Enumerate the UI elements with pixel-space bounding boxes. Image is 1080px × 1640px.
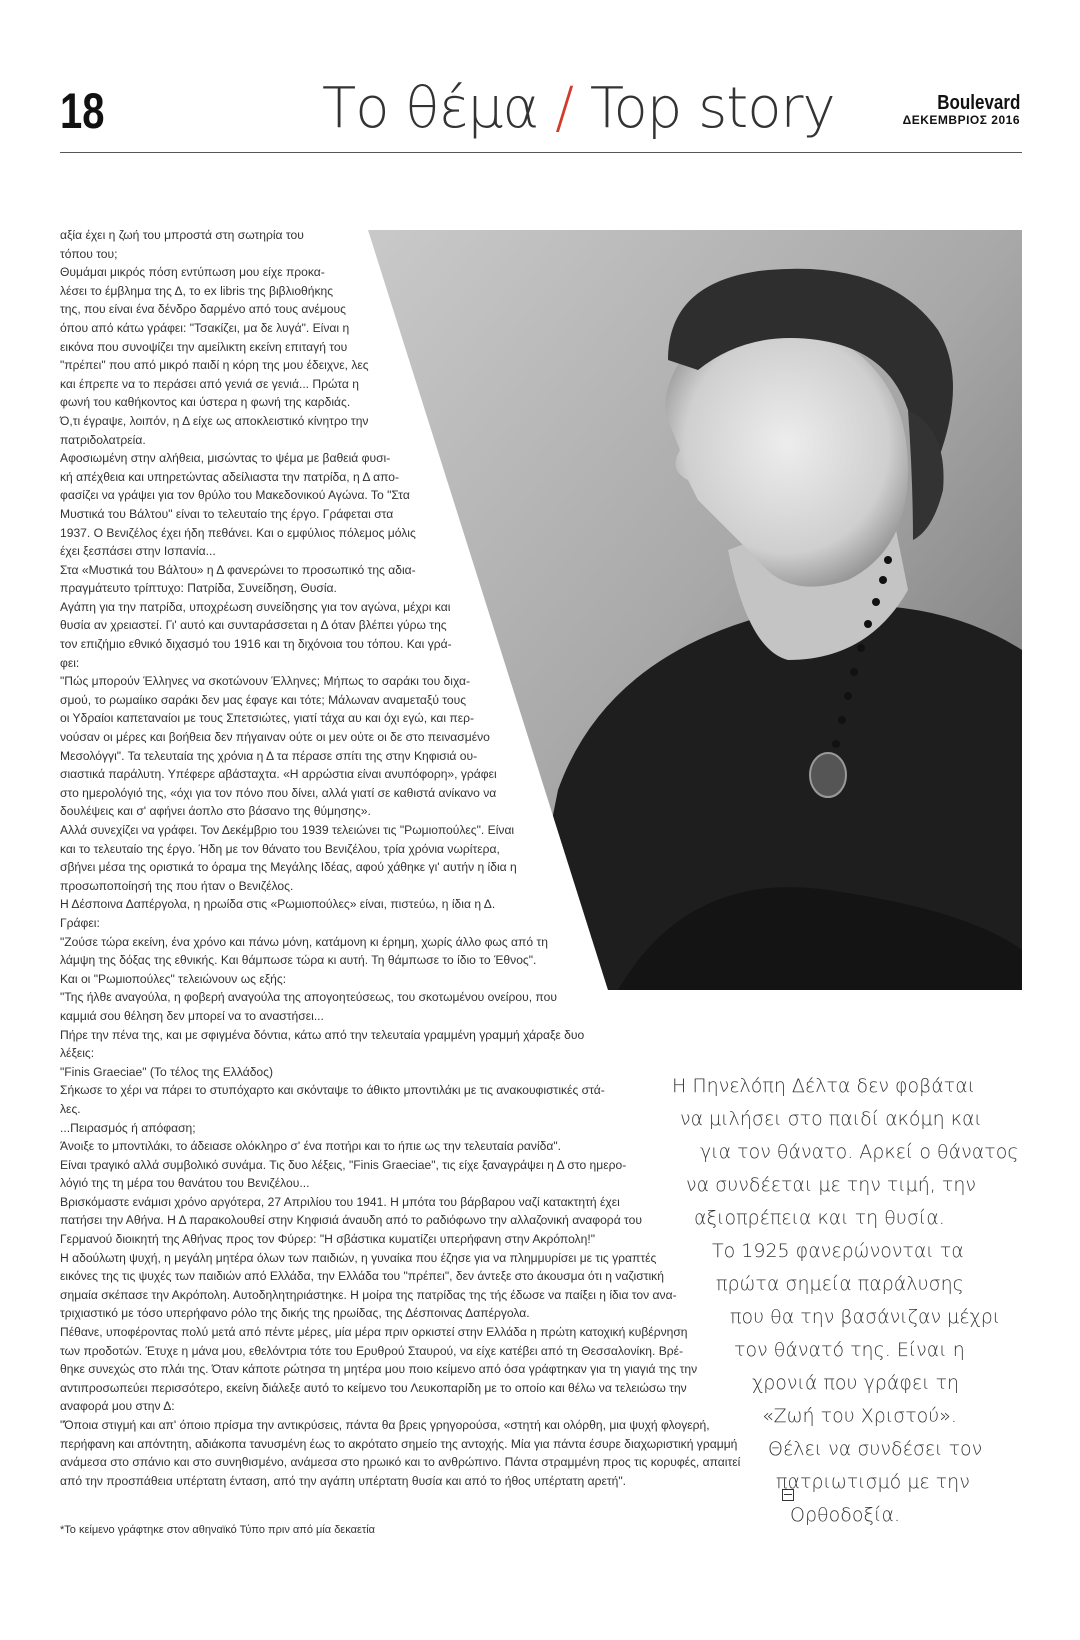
article-line: αναφορά μου στην Δ: bbox=[60, 1399, 175, 1414]
article-line: προσωποποίησή της που ήταν ο Βενιζέλος. bbox=[60, 878, 294, 893]
page-header bbox=[60, 76, 1020, 152]
article-line: θυσία αν χρειαστεί. Γι' αυτό και συνταράσσεται η Δ όταν βλέπει γύρω της bbox=[60, 618, 447, 633]
article-line: Αγάπη για την πατρίδα, υποχρέωση συνείδησης για τον αγώνα, μέχρι και bbox=[60, 599, 451, 614]
article-line: πατήσει την Αθήνα. Η Δ παρακολουθεί στην Κηφισιά άναυδη από το ραδιόφωνο την αλλαζονική αναφορά του bbox=[60, 1213, 642, 1228]
article-line: όπου από κάτω γράφει: "Τσακίζει, μα δε λυγά". Είναι η bbox=[60, 320, 350, 335]
article-line: Μεσολόγγι". Τα τελευταία της χρόνια η Δ τα πέρασε σπίτι της στην Κηφισιά ου- bbox=[60, 748, 478, 763]
footnote: *Το κείμενο γράφτηκε στον αθηναϊκό Τύπο πριν από μία δεκαετία bbox=[60, 1524, 375, 1536]
article-line: Πήρε την πένα της, και με σφιγμένα δόντια, κάτω από την τελευταία γραμμένη γραμμή χάραξε δυο bbox=[60, 1027, 585, 1042]
pull-quote-line: για τον θάνατο. Αρκεί ο θάνατος bbox=[700, 1141, 1019, 1163]
magazine-brand bbox=[903, 92, 1020, 127]
article-line: "πρέπει" που από μικρό παιδί η κόρη της μου έδειχνε, λες bbox=[60, 358, 369, 373]
article-line: Θυμάμαι μικρός πόση εντύπωση μου είχε προκα- bbox=[60, 265, 325, 280]
article-line: φασίζει να γράψει για τον θρύλο του Μακεδονικού Αγώνα. Το "Στα bbox=[60, 488, 410, 503]
article-line: Αφοσιωμένη στην αλήθεια, μισώντας το ψέμα με βαθειά φυσι- bbox=[60, 451, 391, 466]
article-line: 1937. Ο Βενιζέλος έχει ήδη πεθάνει. Και ο εμφύλιος πόλεμος μόλις bbox=[60, 525, 416, 540]
article-line: εικόνα που συνοψίζει την αμείλικτη εκείνη επιταγή του bbox=[60, 339, 348, 354]
brand-name: Boulevard bbox=[936, 92, 1020, 114]
article-line: των προδοτών. Έτυχε η μάνα μου, εθελόντρια τότε του Ερυθρού Σταυρού, να είχε κατέβει από τη Θεσσαλονίκη. Βρέ- bbox=[60, 1343, 684, 1358]
pull-quote-line: πατριωτισμό με την bbox=[776, 1471, 970, 1493]
article-line: και έπρεπε να το περάσει από γενιά σε γενιά... Πρώτα η bbox=[60, 376, 359, 391]
page-number: 18 bbox=[60, 83, 105, 139]
article-end-mark bbox=[782, 1489, 794, 1501]
article-line: Πέθανε, υποφέροντας πολύ μετά από πέντε μέρες, μία μέρα πριν ορκιστεί στην Ελλάδα η πρώτη κατοχική κυβέρνηση bbox=[60, 1325, 688, 1340]
article-line: νούσαν οι μέρες και βοήθεια δεν πήγαιναν ούτε οι μεν ούτε οι δε στο πεινασμένο bbox=[60, 730, 490, 745]
article-line: εικόνες της τις ψυχές των παιδιών από Ελλάδα, την Ελλάδα του "πρέπει", δεν άντεξε στο άκουσμα ότι η ναζιστική bbox=[60, 1269, 664, 1284]
pull-quote-line: να μιλήσει στο παιδί ακόμη και bbox=[680, 1108, 982, 1130]
section-title-slash: / bbox=[538, 76, 590, 141]
section-title-greek: Το θέμα bbox=[322, 76, 539, 141]
article-line: λόγιό της τη μέρα του θανάτου του Βενιζέλου... bbox=[60, 1176, 310, 1191]
article-line: Στα «Μυστικά του Βάλτου» η Δ φανερώνει το προσωπικό της αδια- bbox=[60, 562, 416, 577]
article-line: "Όποια στιγμή και απ' όποιο πρίσμα την αντικρύσεις, πάντα θα βρεις γρηγορούσα, «στητή και ολόρθη, μια ψυχή φλογερή, bbox=[60, 1418, 710, 1432]
pull-quote-line: που θα την βασάνιζαν μέχρι bbox=[730, 1306, 1001, 1328]
article-line: Ό,τι έγραψε, λοιπόν, η Δ είχε ως αποκλειστικό κίνητρο την bbox=[60, 413, 369, 428]
article-line: Η Δέσποινα Δαπέργολα, η ηρωίδα στις «Ρωμιοπούλες» είναι, πιστεύω, η ίδια η Δ. bbox=[60, 897, 496, 912]
article-line: Βρισκόμαστε ενάμισι χρόνο αργότερα, 27 Απριλίου του 1941. Η μπότα του βάρβαρου ναζί κατακτητή έχει bbox=[60, 1194, 620, 1209]
pull-quote-line: αξιοπρέπεια και τη θυσία. bbox=[694, 1207, 945, 1229]
article-line: θηκε συνεχώς στο πλάι της. Όταν κάποτε ρώτησα τη μητέρα μου ποιο κείμενο από όσα γράφτηκαν για τη γιαγιά της την bbox=[60, 1362, 698, 1377]
article-line: οι Υδραίοι καπεταναίοι με τους Σπετσιώτες, γιατί τάχα αυ και όχι εγώ, και περ- bbox=[60, 711, 475, 726]
section-title-english: Top story bbox=[589, 76, 835, 141]
article-line: Άνοιξε το μποντιλάκι, το άδειασε ολόκληρο σ' ένα ποτήρι και το ήπιε ως την τελευταία ρανίδα". bbox=[60, 1139, 562, 1154]
article-line: Μυστικά του Βάλτου" είναι το τελευταίο της έργο. Γράφεται στα bbox=[60, 506, 394, 521]
article-line: ...Πειρασμός ή απόφαση; bbox=[60, 1120, 196, 1135]
article-line: τον επιζήμιο εθνικό διχασμό του 1916 και τη διχόνοια του τόπου. Και γρά- bbox=[60, 637, 452, 652]
article-line: σβήνει μέσα της οριστικά το όραμα της Μεγάλης Ιδέας, αφού χάθηκε γι' αυτήν η ίδια η bbox=[60, 860, 517, 875]
article-line: πατριδολατρεία. bbox=[60, 432, 146, 447]
article-line: "Ζούσε τώρα εκείνη, ένα χρόνο και πάνω μόνη, κατάμονη κι έρημη, χωρίς άλλο φως από τη bbox=[60, 934, 548, 949]
article-line: Η αδούλωτη ψυχή, η μεγάλη μητέρα όλων των παιδιών, η γυναίκα που έζησε για να πλημμυρίσει με τις γραπτές bbox=[60, 1250, 657, 1265]
pull-quote-line: πρώτα σημεία παράλυσης bbox=[716, 1273, 964, 1295]
article-line: ανάμεσα στο σπάνιο και στο συνηθισμένο, ανάμεσα στο ηρωικό και το ανθρώπινο. Πάντα στραμμένη προς τις κορυφές, απαιτεί bbox=[60, 1455, 741, 1470]
article-line: Αλλά συνεχίζει να γράφει. Τον Δεκέμβριο του 1939 τελειώνει τις "Ρωμιοπούλες". Είναι bbox=[60, 823, 515, 837]
article-line: τόπου του; bbox=[60, 246, 118, 261]
article-line: λέσει το έμβλημα της Δ, το ex libris της βιβλιοθήκης bbox=[60, 283, 334, 298]
article-line: της, που είναι ένα δένδρο δαρμένο από τους ανέμους bbox=[60, 302, 346, 317]
article-line: κή απέχθεια και υπηρετώντας αδείλιαστα την πατρίδα, η Δ απο- bbox=[60, 469, 400, 484]
article-line: έχει ξεσπάσει στην Ισπανία... bbox=[60, 544, 216, 559]
pull-quote-line: Το 1925 φανερώνονται τα bbox=[712, 1240, 964, 1262]
article-line: "Finis Graeciae" (Το τέλος της Ελλάδος) bbox=[60, 1064, 274, 1079]
pull-quote bbox=[672, 1070, 1032, 1532]
article-line: πραγμάτευτο τρίπτυχο: Πατρίδα, Συνείδηση, Θυσία. bbox=[60, 581, 337, 596]
article-line: τριχιαστικό με τόσο υπερήφανο ρόλο της δικής της ηρωίδας, της Δέσποινας Δαπέργολα. bbox=[60, 1306, 530, 1321]
pull-quote-line: «Ζωή του Χριστού». bbox=[762, 1405, 957, 1427]
article-line: στο ημερολόγιό της, «όχι για τον πόνο που δίνει, αλλά γιατί σε καθιστά ανίκανο να bbox=[60, 785, 497, 800]
article-line: σιαστικά παράλυτη. Υπέφερε αβάσταχτα. «Η αρρώστια είναι ανυπόφορη», γράφει bbox=[60, 767, 497, 782]
article-line: Σήκωσε το χέρι να πάρει το στυπόχαρτο και σκόνταψε το άθικτο μποντιλάκι με τις ανακουφιστικές στά- bbox=[60, 1083, 605, 1098]
article-line: "Πώς μπορούν Έλληνες να σκοτώνουν Έλληνες; Μήπως το σαράκι του διχα- bbox=[60, 674, 471, 689]
pull-quote-line: χρονιά που γράφει τη bbox=[752, 1372, 960, 1394]
article-line: από την προσπάθεια υπέρτατη ένταση, από την αγάπη υπέρτατη θυσία και από το ήθος υπέρτατη αρετή". bbox=[60, 1473, 627, 1488]
article-line: δουλέψεις και σ' αφήνει άοπλο στο βάσανο της θύμησης». bbox=[60, 804, 371, 819]
article-line: λάμψη της δόξας της εθνικής. Και θάμπωσε τώρα κι αυτή. Τη θάμπωσε το ίδιο το Έθνος". bbox=[60, 953, 537, 968]
pull-quote-line: Ορθοδοξία. bbox=[790, 1504, 901, 1526]
pull-quote-line: Η Πηνελόπη Δέλτα δεν φοβάται bbox=[672, 1075, 976, 1097]
pull-quote-line: τον θάνατό της. Είναι η bbox=[734, 1339, 965, 1361]
article-line: φει: bbox=[60, 655, 80, 670]
article-line: καμμιά σου θέληση δεν μπορεί να το αναστήσει... bbox=[60, 1008, 324, 1023]
article-line: φωνή του καθήκοντος και ύστερα η φωνή της καρδιάς. bbox=[60, 395, 351, 410]
article-line: Γερμανού διοικητή της Αθήνας προς τον Φύρερ: "Η σβάστικα κυματίζει υπερήφανη στην Ακρόπολη!" bbox=[60, 1232, 595, 1247]
article-line: Και οι "Ρωμιοπούλες" τελειώνουν ως εξής: bbox=[60, 971, 287, 986]
article-line: σμού, το ρωμαίικο σαράκι δεν μας έφαγε και τότε; Μάλωναν αναμεταξύ τους bbox=[60, 692, 467, 707]
article-line: Γράφει: bbox=[60, 915, 100, 930]
pull-quote-line: Θέλει να συνδέσει τον bbox=[768, 1438, 983, 1460]
section-title bbox=[322, 76, 835, 141]
article-line: αντιπροσωπεύει περισσότερο, εκείνη διάλεξε αυτό το κείμενο του Λευκοπαρίδη με το οποίο και θέλω να τελειώσω την bbox=[60, 1380, 687, 1395]
article-line: "Της ήλθε αναγούλα, η φοβερή αναγούλα της απογοητεύσεως, του σκοτωμένου ονείρου, που bbox=[60, 990, 557, 1005]
article-line: σημαία σκέπασε την Ακρόπολη. Αυτοδηλητηριάστηκε. Η μοίρα της πατρίδας της τής έδωσε να παίξει η ίδια τον ανα- bbox=[60, 1287, 677, 1302]
article-line: και το τελευταίο της έργο. Ήδη με τον θάνατο του Βενιζέλου, τρία χρόνια νωρίτερα, bbox=[60, 841, 500, 856]
article-line: λες. bbox=[60, 1101, 81, 1116]
article-line: λέξεις: bbox=[60, 1046, 95, 1061]
article-line: αξία έχει η ζωή του μπροστά στη σωτηρία του bbox=[60, 228, 304, 242]
header-rule bbox=[60, 152, 1022, 153]
issue-date: ΔΕΚΕΜΒΡΙΟΣ 2016 bbox=[902, 113, 1020, 127]
article-line: περήφανη και απόντητη, αδιάκοπα τανυσμένη έως το ακρότατο σημείο της αντοχής. Μία για πάντα έσυρε διαχωριστική γραμμή bbox=[60, 1436, 738, 1451]
pull-quote-line: να συνδέεται με την τιμή, την bbox=[686, 1174, 976, 1196]
article-line: Είναι τραγικό αλλά συμβολικό συνάμα. Τις δυο λέξεις, "Finis Graeciae", τις είχε ξαναγράψει η Δ στο ημερο- bbox=[60, 1157, 627, 1172]
